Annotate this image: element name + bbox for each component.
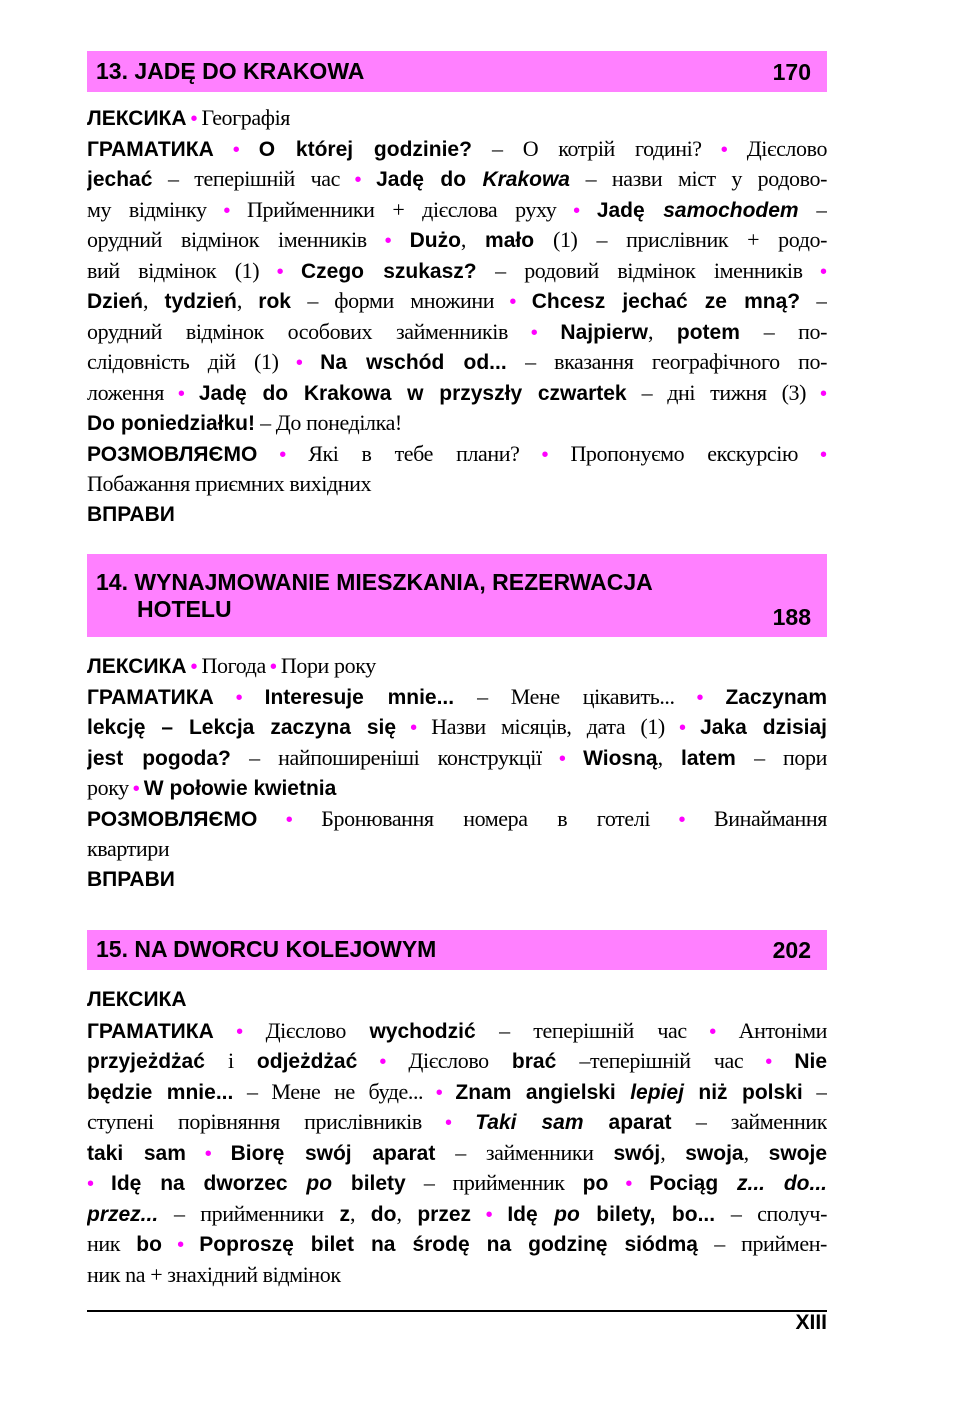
term-text: Na wschód od... xyxy=(320,351,507,374)
term-text: samochodem xyxy=(663,198,799,222)
description-text: – xyxy=(802,1078,827,1104)
bullet-icon: • xyxy=(625,1173,633,1195)
bullet-icon: • xyxy=(285,808,293,831)
bullet-icon: • xyxy=(295,352,303,374)
description-text: , xyxy=(647,318,677,344)
term-text: rok xyxy=(258,290,291,313)
text-line xyxy=(87,1107,827,1138)
description-text: Прийменники + дієслова руху xyxy=(247,196,557,222)
term-text: niż polski xyxy=(683,1080,803,1104)
term-text: Idę xyxy=(507,1202,555,1226)
description-text: вий відмінок (1) xyxy=(87,257,260,283)
description-text: i xyxy=(204,1048,257,1073)
term-text: jest pogoda? xyxy=(87,746,231,770)
description-text: – пори xyxy=(735,744,827,770)
term-text: Dużo xyxy=(409,229,461,252)
term-text: W połowie kwietnia xyxy=(143,777,337,800)
description-text: – назви міст у родово- xyxy=(569,166,827,191)
term-text: bilety xyxy=(332,1172,406,1195)
description-text: – xyxy=(798,196,827,222)
description-text: – прийменники xyxy=(158,1200,340,1226)
term-text: Chcesz jechać ze mną? xyxy=(531,290,801,313)
description-text: Пропонуємо екскурсію xyxy=(570,440,799,466)
description-text: – приймен- xyxy=(697,1231,827,1256)
term-text: ЛЕКСИКА xyxy=(87,655,187,678)
description-text: , xyxy=(236,288,259,313)
bullet-icon: • xyxy=(410,717,418,739)
term-text: swój xyxy=(613,1141,661,1165)
bullet-icon: • xyxy=(530,321,538,344)
text-line xyxy=(87,773,827,804)
text-line xyxy=(87,985,827,1016)
description-text: Дієслово xyxy=(265,1017,370,1043)
description-text: року xyxy=(87,775,129,800)
term-text: Pociąg xyxy=(649,1172,738,1195)
text-line xyxy=(87,1077,827,1108)
description-text: (1) – прислівник + родо- xyxy=(534,227,827,252)
bullet-icon: • xyxy=(509,291,517,313)
term-text: ГРАМАТИКА xyxy=(87,1019,214,1043)
bullet-icon: • xyxy=(765,1051,773,1073)
text-line xyxy=(87,1016,827,1047)
term-text: brać xyxy=(511,1050,557,1073)
description-text: – теперішній час xyxy=(475,1017,687,1043)
bullet-icon: • xyxy=(720,138,728,161)
term-text: z... do... xyxy=(737,1172,827,1195)
description-text: Які в тебе плани? xyxy=(308,440,520,466)
description-text: Побажання приємних вихідних xyxy=(87,471,372,496)
description-text: – найпоширеніші конструкції xyxy=(230,744,542,770)
text-line xyxy=(87,286,827,317)
text-line xyxy=(87,225,827,256)
bullet-icon: • xyxy=(236,1020,244,1043)
description-text: Дієслово xyxy=(408,1048,512,1073)
description-text: Антоніми xyxy=(738,1017,827,1043)
section-header-15 xyxy=(87,930,827,970)
description-text: Винаймання xyxy=(714,805,827,831)
description-text: – До понеділка! xyxy=(255,410,402,435)
term-text: Poproszę bilet na środę na godzinę siódmą xyxy=(199,1233,698,1256)
term-text: ВПРАВИ xyxy=(87,867,175,891)
text-line xyxy=(87,378,827,409)
section-header-13 xyxy=(87,51,827,92)
term-text: Nie xyxy=(794,1050,827,1073)
text-line xyxy=(87,347,827,378)
term-text: swoje xyxy=(768,1141,827,1165)
term-text: Jadę xyxy=(596,198,664,222)
description-text: му відмінку xyxy=(87,196,207,222)
text-line xyxy=(87,164,827,195)
bullet-icon: • xyxy=(276,260,284,283)
bullet-icon: • xyxy=(223,199,231,222)
description-text: ник xyxy=(87,1231,137,1256)
page-number: XIII xyxy=(795,1311,827,1334)
bullet-icon: • xyxy=(132,778,140,800)
description-text: – сполуч- xyxy=(715,1200,827,1226)
text-line xyxy=(87,408,827,439)
bullet-icon: • xyxy=(435,1081,443,1104)
bullet-icon: • xyxy=(232,138,240,161)
description-text: Погода xyxy=(201,653,266,678)
bullet-icon: • xyxy=(558,747,566,770)
term-text: Najpierw xyxy=(560,320,648,344)
description-text: ступені порівняння прислівників xyxy=(87,1109,422,1134)
description-text: Пори року xyxy=(280,653,376,678)
description-text: – прийменник xyxy=(405,1170,583,1195)
section-body-14 xyxy=(87,651,827,895)
description-text: –теперішній час xyxy=(556,1048,744,1073)
bullet-icon: • xyxy=(354,169,362,191)
term-text: tydzień xyxy=(164,290,237,313)
term-text: Taki sam xyxy=(475,1111,584,1134)
term-text: РОЗМОВЛЯЄМО xyxy=(87,807,258,831)
term-text: lekcję – Lekcja zaczyna się xyxy=(87,716,397,739)
text-line xyxy=(87,134,827,165)
term-text: z xyxy=(339,1202,350,1226)
bullet-icon: • xyxy=(820,382,827,405)
term-text: ЛЕКСИКА xyxy=(87,988,187,1011)
description-text: – теперішній час xyxy=(152,166,340,191)
bullet-icon: • xyxy=(820,443,827,466)
bullet-icon: • xyxy=(279,443,287,466)
term-text: Znam angielski xyxy=(455,1080,631,1104)
bullet-icon: • xyxy=(177,1234,185,1256)
term-text: przez xyxy=(417,1202,471,1226)
term-text: mało xyxy=(485,229,535,252)
term-text: ГРАМАТИКА xyxy=(87,685,214,709)
term-text: Dzień xyxy=(87,290,144,313)
term-text: swoja xyxy=(685,1141,744,1165)
text-line xyxy=(87,804,827,835)
description-text: – дні тижня (3) xyxy=(626,379,807,405)
description-text: – родовий відмінок іменників xyxy=(476,257,803,283)
bullet-icon: • xyxy=(379,1051,387,1073)
term-text: Jadę do Krakowa w przyszły czwartek xyxy=(198,381,627,405)
text-line xyxy=(87,743,827,774)
description-text: – форми множини xyxy=(290,288,495,313)
text-line xyxy=(87,439,827,470)
bullet-icon: • xyxy=(204,1142,212,1165)
bullet-icon: • xyxy=(678,717,686,739)
term-text: Jadę do xyxy=(376,168,483,191)
section-page-number: 188 xyxy=(772,604,811,630)
bullet-icon: • xyxy=(384,230,392,252)
bullet-icon: • xyxy=(190,656,198,678)
term-text: latem xyxy=(680,746,736,770)
description-text: – Мене не буде... xyxy=(233,1078,424,1104)
term-text: Wiosną xyxy=(583,746,658,770)
term-text: O której godzinie? xyxy=(258,137,472,161)
description-text: – займенники xyxy=(435,1139,614,1165)
description-text: , xyxy=(396,1200,418,1226)
term-text: potem xyxy=(676,320,740,344)
description-text: – xyxy=(800,288,827,313)
section-title-line: HOTELU xyxy=(137,596,232,622)
term-text: Krakowa xyxy=(482,168,570,191)
description-text: , xyxy=(660,1139,686,1165)
term-text: ЛЕКСИКА xyxy=(87,107,187,130)
term-text: aparat xyxy=(583,1111,672,1134)
bullet-icon: • xyxy=(709,1020,717,1043)
text-line xyxy=(87,317,827,348)
section-body-15 xyxy=(87,985,827,1290)
bullet-icon: • xyxy=(87,1173,95,1195)
description-text: слідовність дій (1) xyxy=(87,349,279,374)
term-text: bilety, bo... xyxy=(579,1202,716,1226)
text-line xyxy=(87,834,827,865)
term-text: do xyxy=(370,1202,397,1226)
text-line xyxy=(87,1260,827,1291)
description-text: Дієслово xyxy=(746,135,827,161)
term-text: ВПРАВИ xyxy=(87,502,175,526)
text-line xyxy=(87,1199,827,1230)
description-text: Бронювання номера в готелі xyxy=(321,805,651,831)
bullet-icon: • xyxy=(541,443,549,466)
description-text: ник na + знахідний відмінок xyxy=(87,1261,341,1287)
term-text: jechać xyxy=(87,168,153,191)
term-text: wychodzić xyxy=(369,1019,476,1043)
term-text: lepiej xyxy=(630,1080,684,1104)
description-text: квартири xyxy=(87,836,170,861)
section-title-line: 15. NA DWORCU KOLEJOWYM xyxy=(96,936,437,962)
term-text: przez... xyxy=(87,1202,159,1226)
term-text: bo xyxy=(136,1233,162,1256)
text-line xyxy=(87,651,827,682)
term-text: będzie mnie... xyxy=(87,1080,234,1104)
bullet-icon: • xyxy=(190,108,198,130)
term-text: Zaczynam xyxy=(725,685,827,709)
term-text: Biorę swój aparat xyxy=(230,1141,436,1165)
section-header-14 xyxy=(87,554,827,637)
description-text: , xyxy=(460,227,486,252)
text-line xyxy=(87,1046,827,1077)
term-text: odjeżdżać xyxy=(256,1050,358,1073)
description-text: – Мене цікавить... xyxy=(454,683,675,709)
description-text: , xyxy=(743,1139,769,1165)
bullet-icon: • xyxy=(573,199,581,222)
description-text: орудний відмінок особових займенників xyxy=(87,318,508,344)
text-line xyxy=(87,500,827,531)
bullet-icon: • xyxy=(485,1203,493,1226)
text-line xyxy=(87,1229,827,1260)
term-text: Do poniedziałku! xyxy=(87,412,255,435)
term-text: taki sam xyxy=(87,1141,186,1165)
description-text: – займенник xyxy=(671,1109,827,1134)
text-line xyxy=(87,195,827,226)
term-text: przyjeżdżać xyxy=(87,1050,205,1073)
text-line xyxy=(87,469,827,500)
text-line xyxy=(87,865,827,896)
description-text: орудний відмінок іменників xyxy=(87,227,367,252)
term-text: po xyxy=(582,1172,609,1195)
description-text: Назви місяців, дата (1) xyxy=(431,714,665,739)
text-line xyxy=(87,682,827,713)
section-body-13 xyxy=(87,103,827,530)
text-line xyxy=(87,103,827,134)
description-text: , xyxy=(349,1200,371,1226)
term-text: Jaka dzisiaj xyxy=(700,716,827,739)
bullet-icon: • xyxy=(678,808,686,831)
term-text: РОЗМОВЛЯЄМО xyxy=(87,442,258,466)
bullet-icon: • xyxy=(820,260,827,283)
text-line xyxy=(87,256,827,287)
term-text: po xyxy=(554,1202,580,1226)
description-text: – О котрій годині? xyxy=(471,135,702,161)
footer-rule xyxy=(87,1310,827,1312)
bullet-icon: • xyxy=(235,686,243,709)
text-line xyxy=(87,712,827,743)
description-text: , xyxy=(143,288,165,313)
description-text: ложення xyxy=(87,379,164,405)
bullet-icon: • xyxy=(177,382,185,405)
section-title-line: 13. JADĘ DO KRAKOWA xyxy=(96,58,365,84)
term-text: Czego szukasz? xyxy=(301,259,477,283)
section-page-number: 170 xyxy=(772,59,811,85)
bullet-icon: • xyxy=(696,686,704,709)
bullet-icon: • xyxy=(269,656,277,678)
text-line xyxy=(87,1168,827,1199)
term-text: Idę na dworzec xyxy=(111,1172,307,1195)
section-title-line: 14. WYNAJMOWANIE MIESZKANIA, REZERWACJA xyxy=(96,569,653,595)
description-text: Географія xyxy=(201,105,291,130)
description-text: – по- xyxy=(739,318,827,344)
bullet-icon: • xyxy=(445,1112,453,1134)
section-page-number: 202 xyxy=(772,937,811,963)
description-text: , xyxy=(657,744,681,770)
term-text: Interesuje mnie... xyxy=(264,685,455,709)
text-line xyxy=(87,1138,827,1169)
term-text: ГРАМАТИКА xyxy=(87,137,214,161)
term-text: po xyxy=(306,1172,333,1195)
description-text: – вказання географічного по- xyxy=(506,349,827,374)
